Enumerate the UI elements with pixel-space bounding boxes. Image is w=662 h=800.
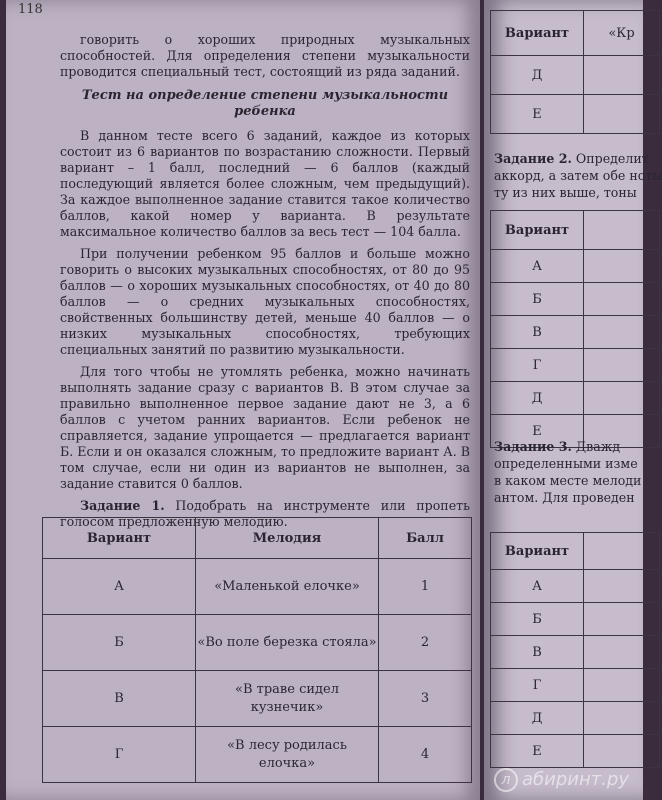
right-table-mid <box>490 210 660 448</box>
table-row <box>43 559 472 615</box>
task-3-line: антом. Для проведен <box>494 490 635 505</box>
right-mid-row: А <box>491 250 584 283</box>
labirint-logo-icon: л <box>494 768 518 792</box>
task-2-line: аккорд, а затем обе ноты <box>494 168 662 183</box>
header-variant: Вариант <box>43 518 196 559</box>
right-top-header: Вариант <box>491 11 584 56</box>
cell-melody: «В траве сидел кузнечик» <box>196 671 379 727</box>
cell-variant: Б <box>43 615 196 671</box>
intro-paragraph: говорить о хороших природных музыкальных способностей. Для определения степени музыкальности проводится специальный тест, состоящий из ряда заданий. <box>60 32 470 79</box>
cell-score: 1 <box>379 559 472 615</box>
right-mid-row: Д <box>491 382 584 415</box>
task-1-text: Подобрать на инструменте или пропеть голосом предложенную мелодию. <box>60 498 470 529</box>
right-top-fragment: «Кр <box>584 11 660 56</box>
right-task-2 <box>494 150 662 201</box>
task-2-line: Определит <box>575 151 649 166</box>
cell-variant: В <box>43 671 196 727</box>
paragraph-2: При получении ребенком 95 баллов и больше можно говорить о высоких музыкальных способностях, от 80 до 95 баллов — о хороших музыкальных способностях, от 40 до 80 баллов — о средних музыкальных способностях, свойственных большинству детей, меньше 40 баллов — о низких музыкальных способностях, требующих специальных занятий по развитию музыкальности. <box>60 246 470 357</box>
watermark-text: абиринт.ру <box>521 769 629 790</box>
cell-score: 2 <box>379 615 472 671</box>
task-2-line: ту из них выше, тоны <box>494 185 637 200</box>
right-table-bottom <box>490 532 660 768</box>
paragraph-1: В данном тесте всего 6 заданий, каждое из которых состоит из 6 вариантов по возрастанию сложности. Первый вариант – 1 балл, последний — 6 баллов (каждый последующий является более сложным, чем предыдущий). За каждое выполненное задание ставится такое количество баллов, какой номер у варианта. В результате максимальное количество баллов за весь тест — 104 балла. <box>60 128 470 239</box>
task-1-title: Задание 1. <box>80 498 165 513</box>
task-3-title: Задание 3. <box>494 439 572 454</box>
header-score: Балл <box>379 518 472 559</box>
task-3-line: Дважд <box>575 439 621 454</box>
table-row <box>43 727 472 783</box>
right-mid-row: Б <box>491 283 584 316</box>
right-mid-row: Г <box>491 349 584 382</box>
right-top-row: Д <box>491 56 584 95</box>
left-page <box>6 0 480 800</box>
cell-melody: «В лесу родилась елочка» <box>196 727 379 783</box>
body-text <box>60 32 470 536</box>
task-2-title: Задание 2. <box>494 151 572 166</box>
right-bottom-header: Вариант <box>491 533 584 570</box>
table-header-row <box>43 518 472 559</box>
right-mid-row: Е <box>491 415 584 448</box>
right-page <box>484 0 662 800</box>
watermark <box>494 768 629 792</box>
cell-variant: Г <box>43 727 196 783</box>
right-bottom-row: Г <box>491 669 584 702</box>
right-bottom-row: А <box>491 570 584 603</box>
right-bottom-row: Е <box>491 735 584 768</box>
right-bottom-row: Б <box>491 603 584 636</box>
cell-variant: А <box>43 559 196 615</box>
task-3-line: в каком месте мелоди <box>494 473 642 488</box>
paragraph-3: Для того чтобы не утомлять ребенка, можно начинать выполнять задание сразу с вариантов В. В этом случае за правильно выполненное первое задание дают не 3, а 6 баллов с учетом ранних вариантов. Если ребенок не справляется, задание упрощается — предлагается вариант Б. Если и он оказался сложным, то предложите вариант А. В том случае, если ни один из вариантов не выполнен, за задание ставится 0 баллов. <box>60 364 470 491</box>
cell-melody: «Маленькой елочке» <box>196 559 379 615</box>
table-row <box>43 615 472 671</box>
page-number: 118 <box>18 2 43 17</box>
right-bottom-row: Д <box>491 702 584 735</box>
right-mid-row: В <box>491 316 584 349</box>
right-top-row: Е <box>491 95 584 134</box>
cell-score: 4 <box>379 727 472 783</box>
cell-melody: «Во поле березка стояла» <box>196 615 379 671</box>
header-melody: Мелодия <box>196 518 379 559</box>
task-3-line: определенными изме <box>494 456 638 471</box>
table-row <box>43 671 472 727</box>
right-bottom-row: В <box>491 636 584 669</box>
right-task-3 <box>494 438 654 506</box>
melody-table <box>42 517 472 783</box>
cell-score: 3 <box>379 671 472 727</box>
section-heading: Тест на определение степени музыкальности ребенка <box>81 88 449 119</box>
right-table-top <box>490 10 660 134</box>
right-mid-header: Вариант <box>491 211 584 250</box>
